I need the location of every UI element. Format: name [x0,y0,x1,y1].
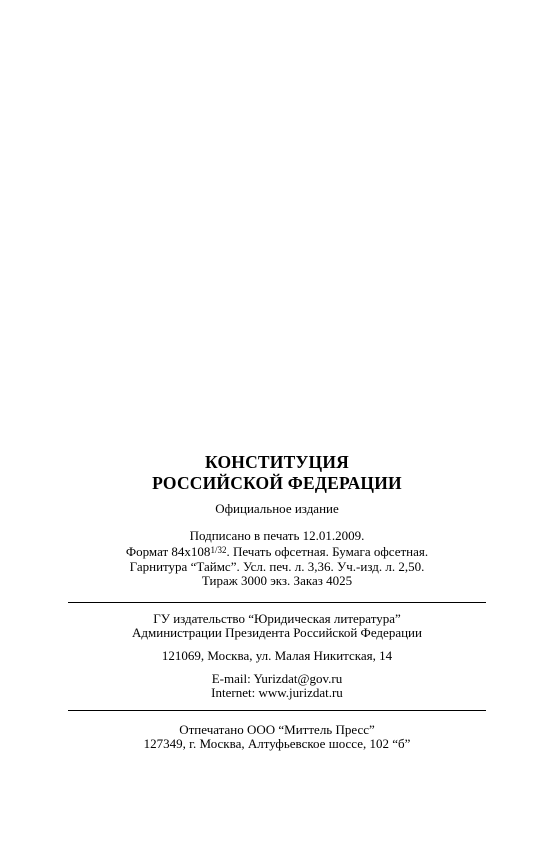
format-line [68,543,486,559]
title-line-1: КОНСТИТУЦИЯ [205,452,349,472]
publisher-affiliation: Администрации Президента Российской Федерации [132,625,422,641]
document-title [68,452,486,494]
publisher-address: 121069, Москва, ул. Малая Никитская, 14 [161,648,393,664]
printer-block [68,723,486,752]
print-details [68,529,486,589]
format-suffix: . Печать офсетная. Бумага офсетная. [226,544,429,560]
printer-name: Отпечатано ООО “Миттель Пресс” [179,721,375,737]
publisher-contacts [68,672,486,701]
title-line-2: РОССИЙСКОЙ ФЕДЕРАЦИИ [152,473,402,493]
format-prefix: Формат 84x108 [125,544,211,560]
print-run-line: Тираж 3000 экз. Заказ 4025 [201,573,353,589]
divider-rule [68,710,486,711]
edition-subtitle: Официальное издание [215,501,339,516]
publisher-website: Internet: www.jurizdat.ru [211,685,343,701]
publisher-block [68,612,486,641]
signed-date: Подписано в печать 12.01.2009. [189,528,365,543]
typeface-line: Гарнитура “Таймс”. Усл. печ. л. 3,36. Уч.-изд. л. 2,50. [129,558,425,574]
printer-address: 127349, г. Москва, Алтуфьевское шоссе, 102 “б” [143,736,411,752]
divider-rule [68,602,486,603]
format-fraction: 1/32 [210,545,227,556]
publisher-name: ГУ издательство “Юридическая литература” [153,610,401,626]
colophon [68,452,486,751]
publisher-email: E-mail: Yurizdat@gov.ru [211,670,343,686]
